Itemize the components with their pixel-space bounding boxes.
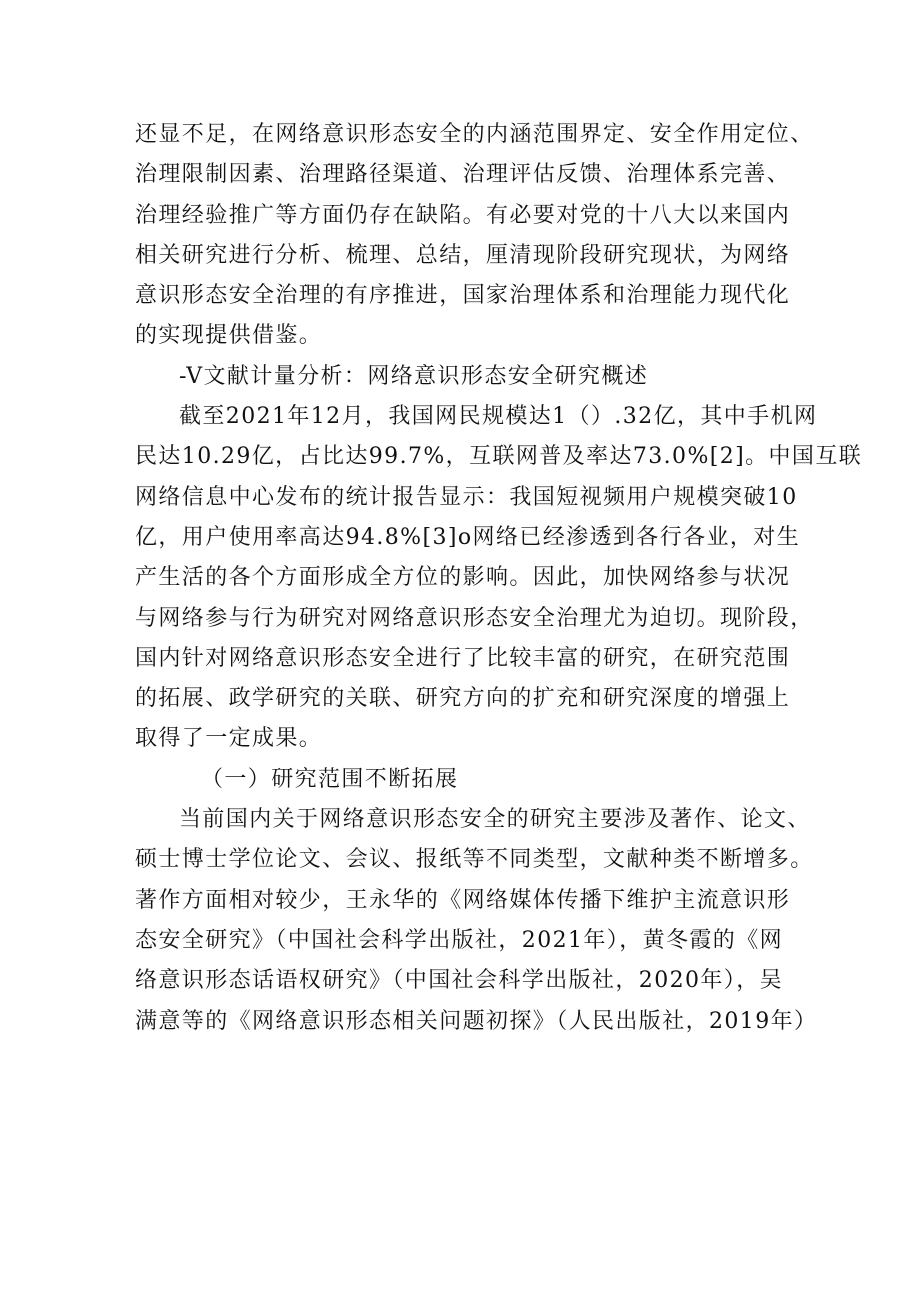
text-line: 络意识形态话语权研究》（中国社会科学出版社，2020年），吴	[135, 968, 783, 994]
body-text	[135, 115, 863, 1042]
paragraph-start: 截至2021年12月，我国网民规模达1（）.32亿，其中手机网	[179, 404, 818, 430]
text-line: 意识形态安全治理的有序推进，国家治理体系和治理能力现代化	[135, 283, 791, 309]
text-line: 产生活的各个方面形成全方位的影响。因此，加快网络参与状况	[135, 565, 791, 591]
text-line: 硕士博士学位论文、会议、报纸等不同类型，文献种类不断增多。	[135, 847, 814, 873]
text-line: 民达10.29亿，占比达99.7%，互联网普及率达73.0%[2]。中国互联	[135, 444, 863, 470]
text-line: 的拓展、政学研究的关联、研究方向的扩充和研究深度的增强上	[135, 686, 791, 712]
text-line: 还显不足，在网络意识形态安全的内涵范围界定、安全作用定位、	[135, 122, 814, 147]
paragraph-start: 当前国内关于网络意识形态安全的研究主要涉及著作、论文、	[179, 807, 811, 833]
text-line: 相关研究进行分析、梳理、总结，厘清现阶段研究现状，为网络	[135, 242, 791, 268]
text-line: 态安全研究》（中国社会科学出版社，2021年），黄冬霞的《网	[135, 927, 783, 953]
text-line: 治理限制因素、治理路径渠道、治理评估反馈、治理体系完善、	[135, 162, 791, 188]
text-line: 国内针对网络意识形态安全进行了比较丰富的研究，在研究范围	[135, 645, 791, 671]
text-line: 的实现提供借鉴。	[135, 323, 323, 349]
text-line: 亿，用户使用率高达94.8%[3]o网络已经渗透到各行各业，对生	[135, 524, 801, 550]
text-line: 取得了一定成果。	[135, 726, 323, 752]
subsection-heading: （一）研究范围不断拓展	[201, 766, 459, 792]
section-heading: -V文献计量分析：网络意识形态安全研究概述	[179, 363, 649, 389]
text-line: 著作方面相对较少，王永华的《网络媒体传播下维护主流意识形	[135, 887, 791, 913]
text-line: 满意等的《网络意识形态相关问题初探》（人民出版社，2019年）	[135, 1008, 818, 1034]
text-line: 网络信息中心发布的统计报告显示：我国短视频用户规模突破10	[135, 484, 798, 510]
text-line: 治理经验推广等方面仍存在缺陷。有必要对党的十八大以来国内	[135, 202, 791, 228]
text-line: 与网络参与行为研究对网络意识形态安全治理尤为迫切。现阶段，	[135, 605, 814, 631]
